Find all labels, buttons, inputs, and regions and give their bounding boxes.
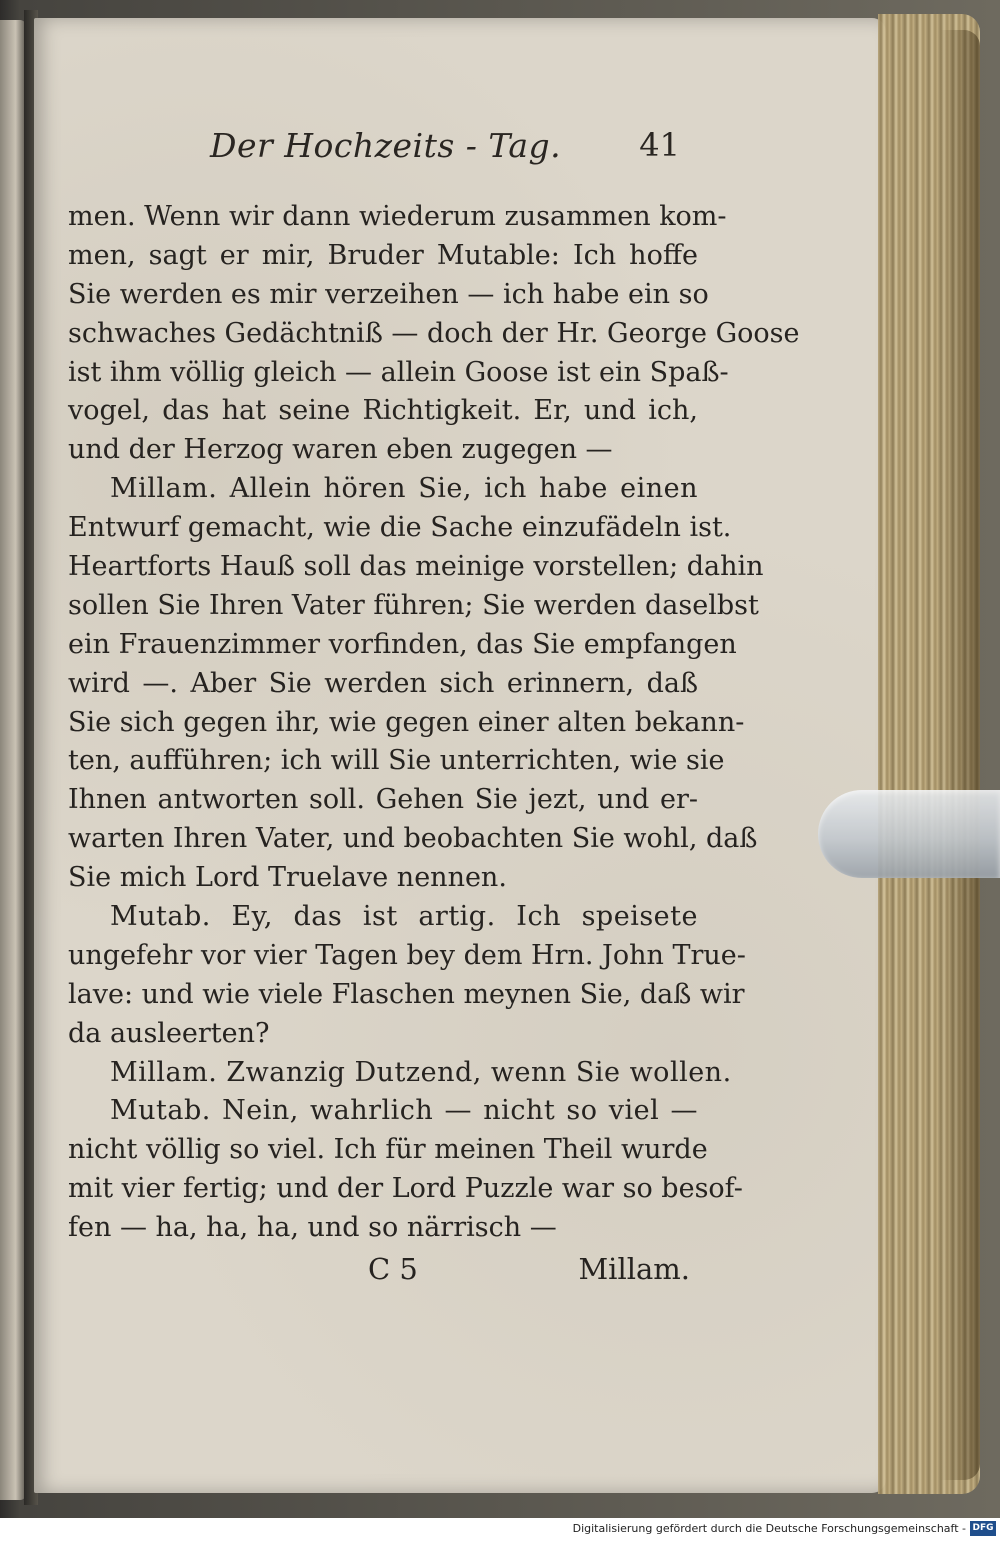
speech-line: Millam. Zwanzig Dutzend, wenn Sie wollen. [110,1056,732,1088]
credit-bar [0,1518,1000,1541]
body-text [68,198,800,1248]
page-header [210,126,680,176]
text-line: Ihnen antworten soll. Gehen Sie jezt, und er- [68,784,698,816]
text-line: ein Frauenzimmer vorfinden, das Sie empfangen [68,628,737,660]
running-title: Der Hochzeits - Tag. [210,126,562,165]
funding-credit: Digitalisierung gefördert durch die Deutsche Forschungsgemeinschaft - [572,1522,966,1535]
signature-mark: C 5 [368,1252,418,1286]
catchword: Millam. [578,1252,690,1286]
text-line: men, sagt er mir, Bruder Mutable: Ich hoffe [68,239,698,271]
speech-line: Mutab. Nein, wahrlich — nicht so viel — [110,1095,698,1127]
text-line: lave: und wie viele Flaschen meynen Sie, daß wir [68,978,745,1010]
text-line: men. Wenn wir dann wiederum zusammen kom- [68,201,727,232]
speech-line: Mutab. Ey, das ist artig. Ich speisete [110,901,698,933]
text-line: Entwurf gemacht, wie die Sache einzufädeln ist. [68,512,732,544]
text-line: Sie werden es mir verzeihen — ich habe ein so [68,278,709,310]
text-line: Sie sich gegen ihr, wie gegen einer alten bekann- [68,706,745,738]
speech-line: Millam. Allein hören Sie, ich habe einen [110,473,698,505]
page-clip [818,790,1000,878]
text-line: ten, aufführen; ich will Sie unterrichten, wie sie [68,745,725,777]
text-line: vogel, das hat seine Richtigkeit. Er, und ich, [68,395,698,427]
text-line: warten Ihren Vater, und beobachten Sie wohl, daß [68,823,758,855]
dfg-logo-icon: DFG [970,1521,996,1536]
text-line: Heartforts Hauß soll das meinige vorstellen; dahin [68,551,764,583]
text-line: wird —. Aber Sie werden sich erinnern, daß [68,667,698,699]
text-line: sollen Sie Ihren Vater führen; Sie werden daselbst [68,589,759,621]
text-line: da ausleerten? [68,1017,270,1049]
text-line: schwaches Gedächtniß — doch der Hr. George Goose [68,317,800,349]
left-page-edge [0,20,26,1500]
text-line: Sie mich Lord Truelave nennen. [68,862,507,894]
text-line: ist ihm völlig gleich — allein Goose ist ein Spaß- [68,356,729,388]
page-number: 41 [639,126,680,164]
text-line: ungefehr vor vier Tagen bey dem Hrn. John True- [68,939,746,971]
page-footer [68,1252,698,1292]
text-line: nicht völlig so viel. Ich für meinen Theil wurde [68,1134,708,1166]
text-line: fen — ha, ha, ha, und so närrisch — [68,1212,557,1244]
text-line: mit vier fertig; und der Lord Puzzle war so besof- [68,1173,743,1205]
text-line: und der Herzog waren eben zugegen — [68,434,613,466]
fore-edge-shadow [940,30,980,1480]
